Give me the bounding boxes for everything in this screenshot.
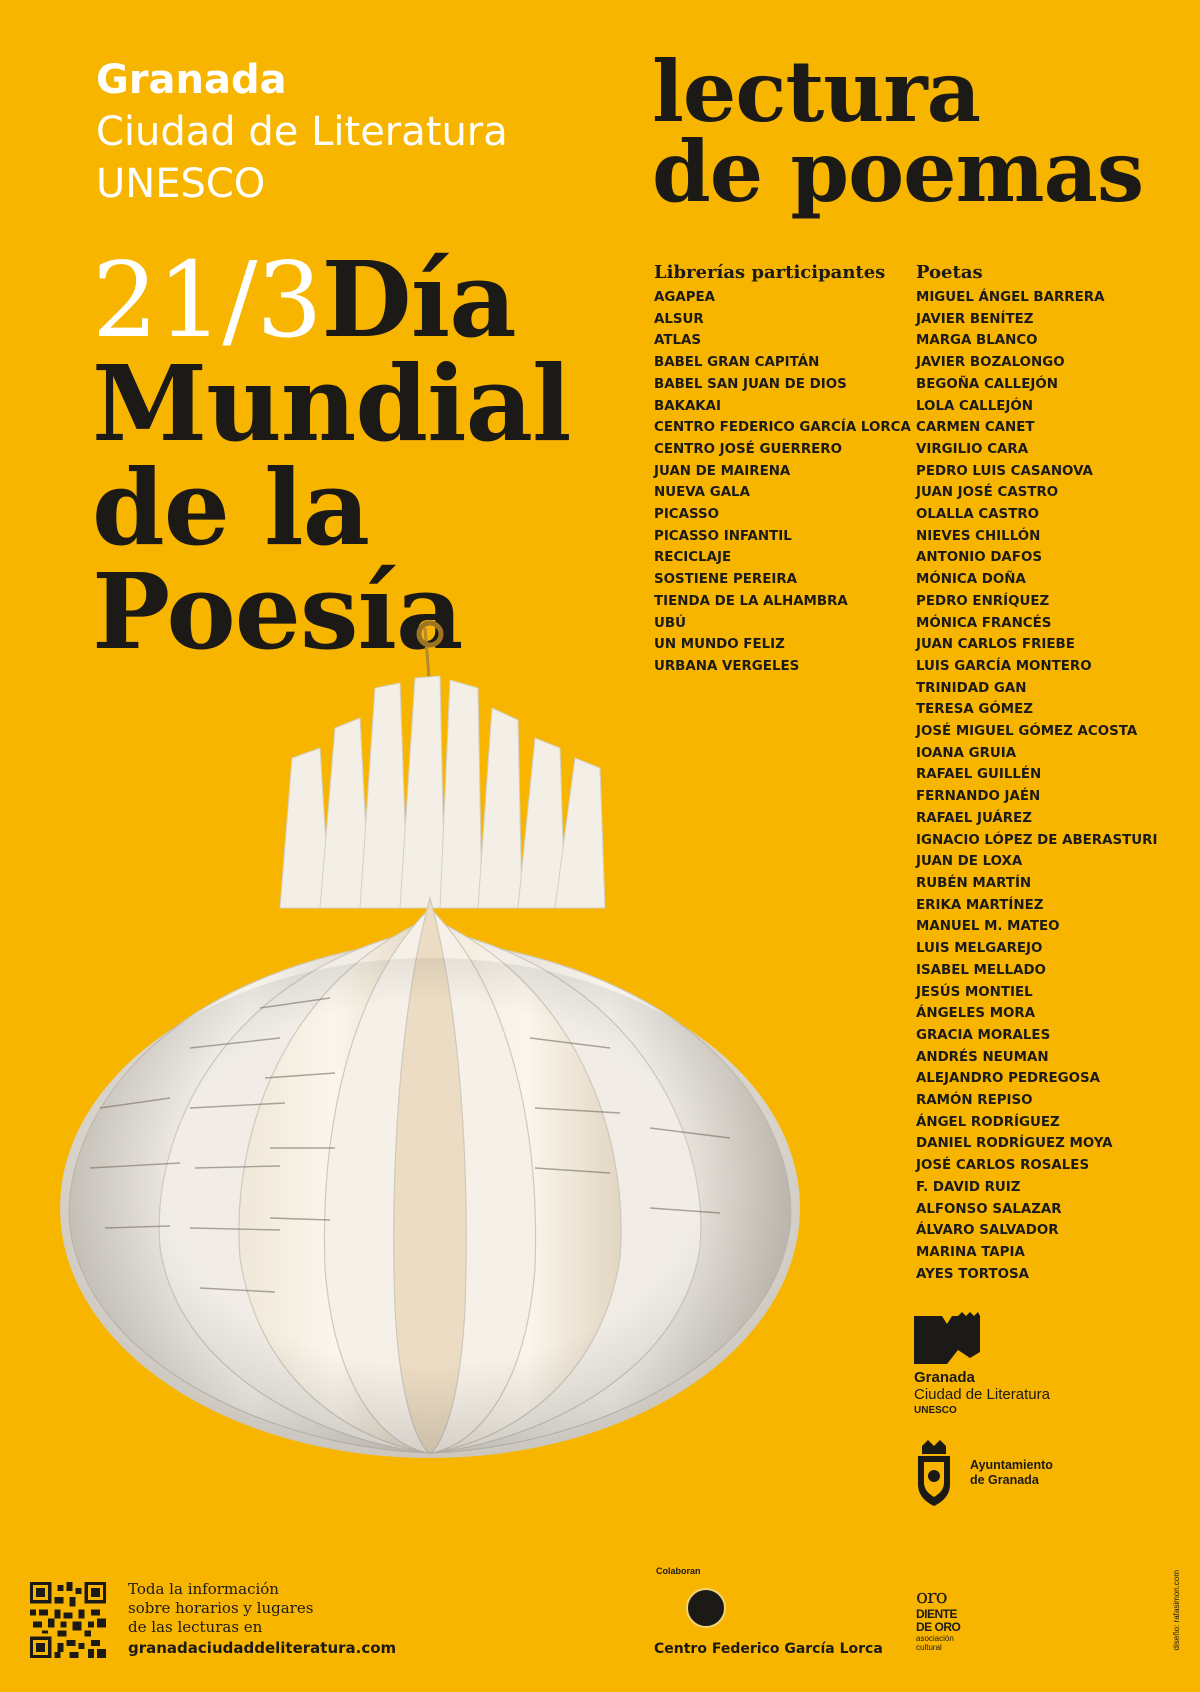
poet-item: JAVIER BOZALONGO (916, 355, 1065, 371)
poet-item: ALFONSO SALAZAR (916, 1201, 1062, 1217)
poet-item: LUIS MELGAREJO (916, 941, 1043, 957)
poet-item: ISABEL MELLADO (916, 962, 1046, 978)
poets-heading: Poetas (916, 262, 983, 283)
poet-item: ÁNGEL RODRÍGUEZ (916, 1114, 1060, 1130)
title-line-3: de la (92, 446, 369, 569)
bookstore-item: TIENDA DE LA ALHAMBRA (654, 593, 848, 609)
poet-item: JOSÉ CARLOS ROSALES (916, 1158, 1090, 1174)
poet-item: JOSÉ MIGUEL GÓMEZ ACOSTA (916, 724, 1138, 740)
poet-item: JAVIER BENÍTEZ (916, 311, 1034, 327)
poet-item: MARGA BLANCO (916, 333, 1038, 349)
qr-code-icon (30, 1582, 106, 1658)
reading-title-line-1: lectura (652, 42, 981, 141)
website-url[interactable]: granadaciudaddeliteratura.com (128, 1639, 397, 1657)
reading-title (652, 42, 1144, 221)
poet-item: MÓNICA FRANCÉS (916, 615, 1052, 631)
poet-item: ÁLVARO SALVADOR (916, 1223, 1059, 1239)
info-line: sobre horarios y lugares (128, 1599, 314, 1617)
bookstore-item: UN MUNDO FELIZ (654, 637, 785, 653)
diente-sub-2: cultural (916, 1643, 942, 1652)
poet-item: VIRGILIO CARA (916, 441, 1029, 457)
reading-title-line-2: de poemas (652, 122, 1144, 221)
colaboran-label: Colaboran (656, 1566, 701, 1576)
gcl-logo-line-3: UNESCO (914, 1405, 957, 1416)
main-title (92, 238, 571, 673)
diente-de-oro-icon: oro (916, 1584, 947, 1608)
poet-item: TRINIDAD GAN (916, 680, 1027, 696)
poets-list (916, 262, 1157, 1285)
bookstore-item: NUEVA GALA (654, 485, 750, 501)
bookstore-item: JUAN DE MAIRENA (654, 463, 791, 479)
book-castle-logo-icon (914, 1312, 980, 1364)
cfgl-circle-icon (686, 1588, 726, 1628)
poet-item: NIEVES CHILLÓN (916, 528, 1041, 544)
header-block (96, 54, 508, 210)
poet-item: BEGOÑA CALLEJÓN (916, 376, 1058, 392)
header-line-1: Granada (96, 57, 287, 103)
ayuntamiento-logo (914, 1440, 1053, 1506)
poet-item: GRACIA MORALES (916, 1027, 1051, 1043)
poet-item: IOANA GRUIA (916, 745, 1017, 761)
poet-item: MIGUEL ÁNGEL BARRERA (916, 290, 1105, 305)
poet-item: FERNANDO JAÉN (916, 789, 1041, 805)
poet-item: JUAN CARLOS FRIEBE (916, 637, 1075, 653)
poet-item: RAMÓN REPISO (916, 1093, 1033, 1109)
poet-item: MANUEL M. MATEO (916, 919, 1060, 935)
poet-item: ERIKA MARTÍNEZ (916, 897, 1044, 913)
header-line-2: Ciudad de Literatura (96, 109, 508, 155)
bookstore-item: ATLAS (654, 333, 701, 349)
info-line: de las lecturas en (128, 1618, 263, 1636)
bookstore-item: SOSTIENE PEREIRA (654, 572, 798, 588)
poet-item: JESÚS MONTIEL (916, 984, 1033, 1000)
title-line-2: Mundial (92, 342, 571, 465)
info-text (128, 1580, 396, 1658)
poet-item: RUBÉN MARTÍN (916, 875, 1032, 891)
bookstore-item: BABEL GRAN CAPITÁN (654, 355, 820, 371)
bookstore-item: RECICLAJE (654, 550, 732, 566)
poet-item: MARINA TAPIA (916, 1244, 1025, 1260)
title-line-4: Poesía (92, 550, 463, 673)
paper-pomegranate-illustration (30, 608, 830, 1568)
bookstore-item: BAKAKAI (654, 398, 722, 414)
poet-item: ANTONIO DAFOS (916, 550, 1042, 566)
poet-item: ALEJANDRO PEDREGOSA (916, 1071, 1100, 1087)
coat-of-arms-icon (914, 1440, 954, 1506)
bookstore-item: BABEL SAN JUAN DE DIOS (654, 376, 847, 392)
title-date: 21/3 (92, 239, 322, 361)
poet-item: JUAN JOSÉ CASTRO (916, 485, 1059, 501)
poet-item: PEDRO LUIS CASANOVA (916, 463, 1093, 479)
gcl-logo-line-2: Ciudad de Literatura (914, 1386, 1050, 1403)
ayuntamiento-line-1: Ayuntamiento (970, 1458, 1053, 1472)
gcl-logo-line-1: Granada (914, 1369, 975, 1386)
poet-item: CARMEN CANET (916, 420, 1035, 436)
poet-item: JUAN DE LOXA (916, 854, 1023, 870)
poet-item: LUIS GARCÍA MONTERO (916, 658, 1092, 674)
bookstore-item: CENTRO JOSÉ GUERRERO (654, 441, 842, 457)
bookstore-item: AGAPEA (654, 290, 716, 305)
gcl-logo (914, 1312, 1050, 1416)
poet-item: LOLA CALLEJÓN (916, 398, 1033, 414)
bookstore-item: CENTRO FEDERICO GARCÍA LORCA (654, 420, 911, 436)
poet-item: RAFAEL JUÁREZ (916, 810, 1032, 826)
poet-item: F. DAVID RUIZ (916, 1179, 1021, 1195)
bookstore-item: ALSUR (654, 311, 704, 327)
bookstores-heading: Librerías participantes (654, 262, 886, 283)
poet-item: PEDRO ENRÍQUEZ (916, 593, 1050, 609)
poet-item: IGNACIO LÓPEZ DE ABERASTURI (916, 832, 1158, 848)
bookstore-item: PICASSO (654, 507, 720, 523)
diente-de-oro-logo (916, 1584, 960, 1652)
diente-line-2: DE ORO (916, 1620, 961, 1634)
title-dia: Día (321, 238, 516, 361)
design-credit: diseño: rafasimon.com (1172, 1570, 1181, 1651)
poet-item: MÓNICA DOÑA (916, 572, 1026, 588)
poet-item: ANDRÉS NEUMAN (916, 1049, 1049, 1065)
poet-item: ÁNGELES MORA (916, 1006, 1036, 1022)
info-line: Toda la información (128, 1580, 279, 1598)
diente-line-1: DIENTE (916, 1607, 958, 1621)
poet-item: RAFAEL GUILLÉN (916, 767, 1042, 783)
poet-item: OLALLA CASTRO (916, 507, 1040, 523)
diente-sub-1: asociación (916, 1634, 954, 1643)
bookstore-item: URBANA VERGELES (654, 658, 800, 674)
bookstore-item: UBÚ (654, 615, 686, 631)
ayuntamiento-line-2: de Granada (970, 1473, 1039, 1487)
poet-item: DANIEL RODRÍGUEZ MOYA (916, 1136, 1113, 1152)
cfgl-name: Centro Federico García Lorca (654, 1641, 883, 1657)
header-line-3: UNESCO (96, 161, 266, 207)
poet-item: AYES TORTOSA (916, 1266, 1029, 1282)
bookstore-item: PICASSO INFANTIL (654, 528, 792, 544)
poet-item: TERESA GÓMEZ (916, 702, 1033, 718)
